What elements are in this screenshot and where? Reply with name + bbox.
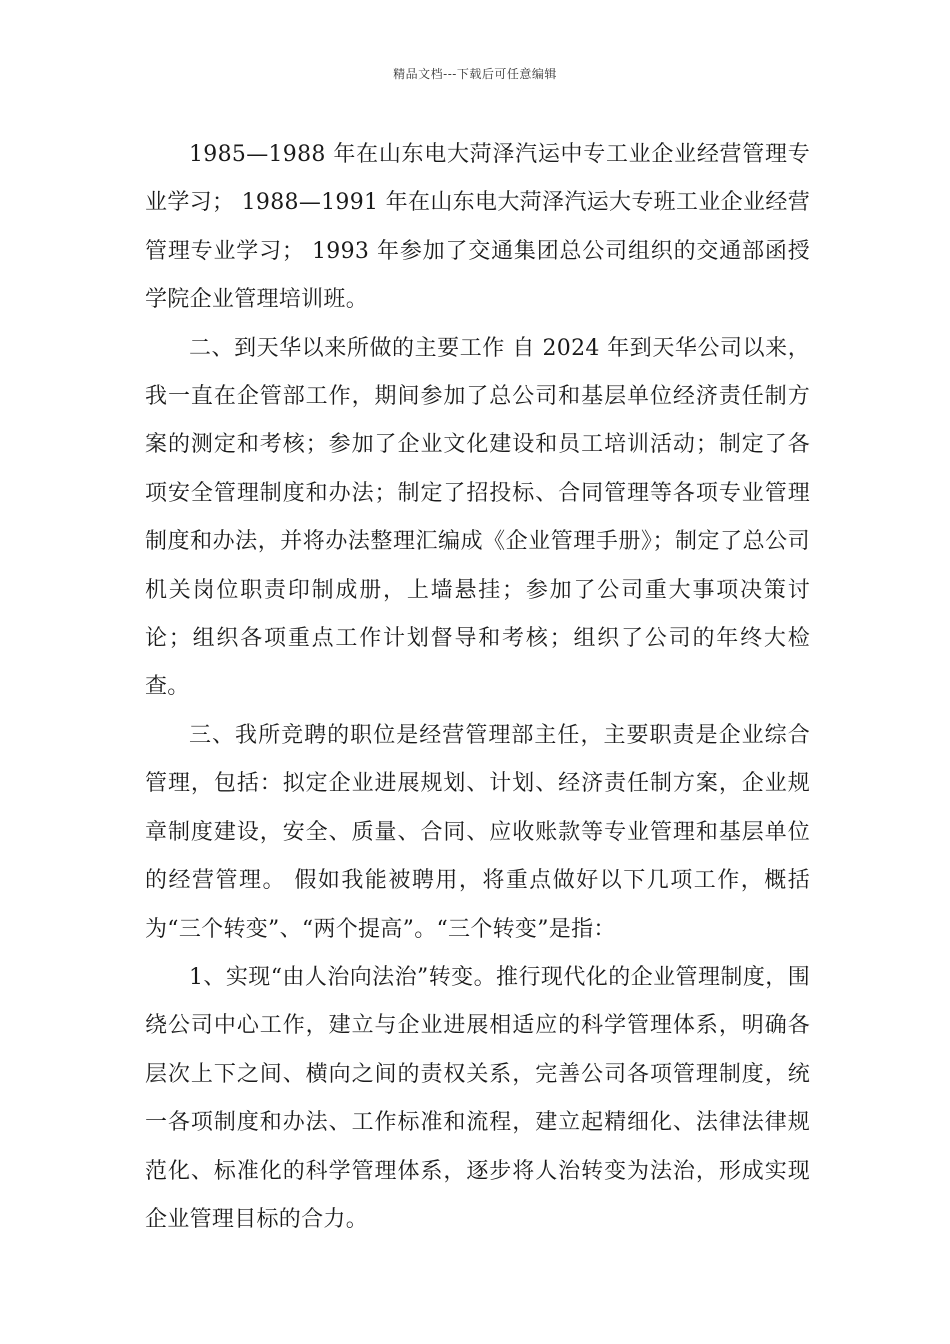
paragraph-rule-of-law: 1、实现“由人治向法治”转变。推行现代化的企业管理制度，围绕公司中心工作，建立与企业进展相适应的科学管理体系，明确各层次上下之间、横向之间的责权关系，完善公司各项管理制度，统一各项制度和办法、工作标准和流程，建立起精细化、法律法律规范化、标准化的科学管理体系，逐步将人治转变为法治，形成实现企业管理目标的合力。 xyxy=(145,964,810,1232)
page-header: 精品文档---下载后可任意编辑 xyxy=(393,67,557,81)
paragraph-position-duties: 三、我所竞聘的职位是经营管理部主任，主要职责是企业综合管理，包括：拟定企业进展规划、计划、经济责任制方案，企业规章制度建设，安全、质量、合同、应收账款等专业管理和基层单位的经营管理。 假如我能被聘用，将重点做好以下几项工作，概括为“三个转变”、“两个提高”。“三个转变”是指： xyxy=(145,722,810,942)
paragraph-education: 1985—1988 年在山东电大菏泽汽运中专工业企业经营管理专业学习； 1988—1991 年在山东电大菏泽汽运大专班工业企业经营管理专业学习； 1993 年参加了交通集团总公司组织的交通部函授学院企业管理培训班。 xyxy=(145,142,810,313)
document-body xyxy=(145,131,810,1244)
paragraph-main-work: 二、到天华以来所做的主要工作 自 2024 年到天华公司以来，我一直在企管部工作，期间参加了总公司和基层单位经济责任制方案的测定和考核；参加了企业文化建设和员工培训活动；制定了各项安全管理制度和办法；制定了招投标、合同管理等各项专业管理制度和办法，并将办法整理汇编成《企业管理手册》；制定了总公司机关岗位职责印制成册，上墙悬挂；参加了公司重大事项决策讨论；组织各项重点工作计划督导和考核；组织了公司的年终大检查。 xyxy=(145,335,810,700)
